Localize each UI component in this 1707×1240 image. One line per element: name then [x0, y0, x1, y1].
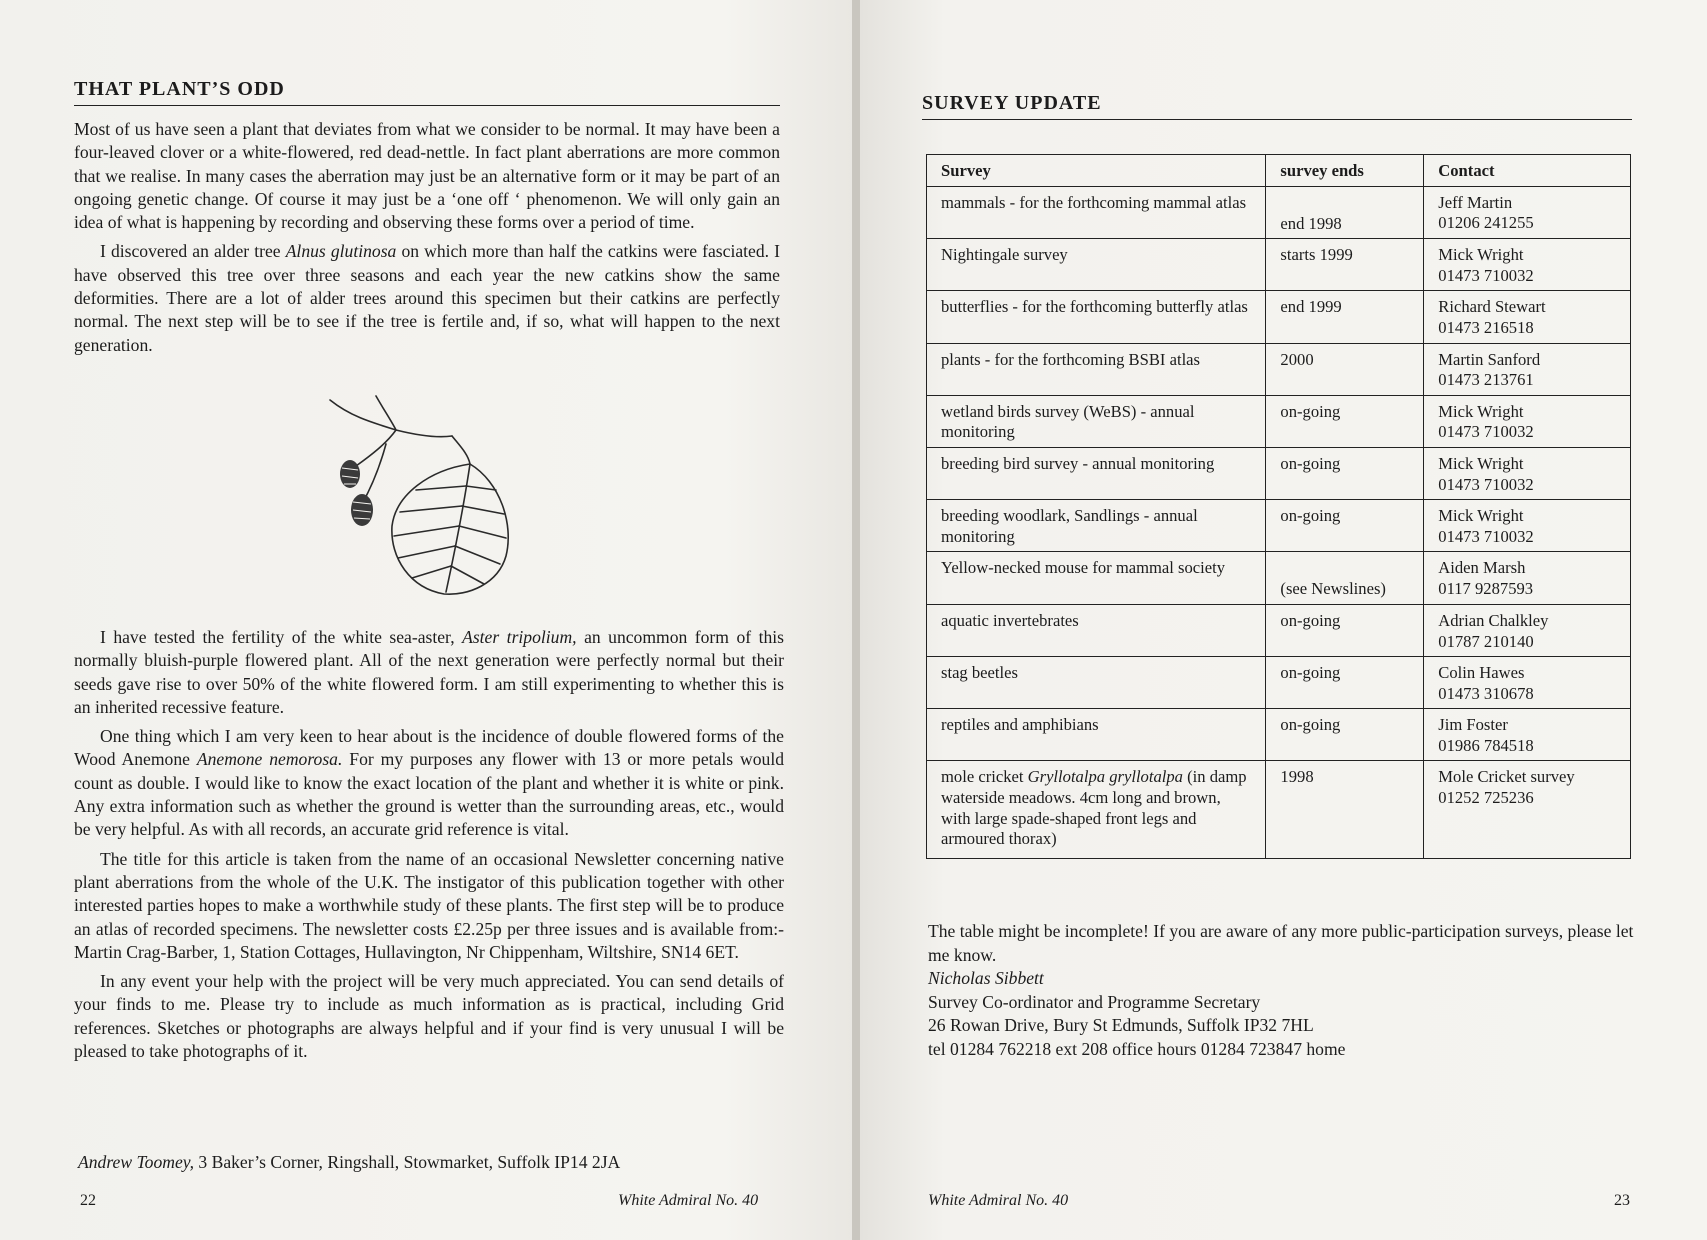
- contact-name: Jeff Martin: [1438, 192, 1513, 212]
- contact-phone: 01787 210140: [1438, 631, 1534, 651]
- page-number-right: 23: [1614, 1192, 1630, 1209]
- survey-contact: [1424, 343, 1631, 395]
- contact-name: Mick Wright: [1438, 401, 1524, 421]
- survey-contact: [1424, 657, 1631, 709]
- contact-phone: 01473 213761: [1438, 370, 1534, 390]
- contact-phone: 01252 725236: [1438, 788, 1534, 808]
- contact-name: Mick Wright: [1438, 506, 1524, 526]
- survey-name: breeding bird survey - annual monitoring: [927, 447, 1266, 499]
- survey-contact: [1424, 709, 1631, 761]
- journal-footer-left: White Admiral No. 40: [618, 1192, 759, 1209]
- table-row: [927, 343, 1631, 395]
- contact-phone: 01473 310678: [1438, 683, 1534, 703]
- survey-ends: (see Newslines): [1266, 552, 1424, 605]
- survey-name: butterflies - for the forthcoming butterfly atlas: [927, 291, 1266, 343]
- table-row: [927, 657, 1631, 709]
- survey-ends: on-going: [1266, 447, 1424, 499]
- survey-ends: 1998: [1266, 761, 1424, 858]
- survey-ends: on-going: [1266, 657, 1424, 709]
- contact-name: Mole Cricket survey: [1438, 767, 1575, 787]
- survey-name: wetland birds survey (WeBS) - annual monitoring: [927, 395, 1266, 447]
- survey-contact: [1424, 447, 1631, 499]
- survey-ends: starts 1999: [1266, 239, 1424, 291]
- survey-table: [926, 154, 1631, 859]
- survey-name: aquatic invertebrates: [927, 604, 1266, 656]
- contact-phone: 01986 784518: [1438, 735, 1534, 755]
- article-paragraph-4: One thing which I am very keen to hear about is the incidence of double flowered forms of the Wood Anemone Anemone nemorosa. For my purposes any flower with 13 or more petals would count as double. I would like to know the exact location of the plant and whether it is white or pink. Any extra information such as whether the ground is wetter than the surrounding areas, etc., would be very helpful. As with all records, an accurate grid reference is vital.: [74, 726, 784, 840]
- contact-phone: 0117 9287593: [1438, 578, 1534, 598]
- survey-name: breeding woodlark, Sandlings - annual monitoring: [927, 500, 1266, 552]
- contact-name: Colin Hawes: [1438, 663, 1525, 683]
- contact-name: Adrian Chalkley: [1438, 610, 1549, 630]
- article-paragraph-6: In any event your help with the project will be very much appreciated. You can send details of your finds to me. Please try to include as much information as is practical, including Grid references. Sketches or photographs are always helpful and if your find is very unusual I will be pleased to take photographs of it.: [74, 971, 784, 1062]
- survey-name: Yellow-necked mouse for mammal society: [927, 552, 1266, 605]
- article-heading: THAT PLANT’S ODD: [74, 78, 780, 106]
- contact-phone: 01473 710032: [1438, 265, 1534, 285]
- table-row: [927, 500, 1631, 552]
- contact-phone: 01473 710032: [1438, 422, 1534, 442]
- table-row: [927, 709, 1631, 761]
- table-row: [927, 552, 1631, 605]
- survey-contact: [1424, 761, 1631, 858]
- survey-name: plants - for the forthcoming BSBI atlas: [927, 343, 1266, 395]
- survey-contact: [1424, 500, 1631, 552]
- survey-contact: [1424, 604, 1631, 656]
- article-column-top: [74, 118, 780, 357]
- article-paragraph-3: I have tested the fertility of the white sea-aster, Aster tripolium, an uncommon form of this normally bluish-purple flowered plant. All of the next generation were perfectly normal but their seeds gave rise to over 50% of the white flowered form. I am still experimenting to whether this is an inherited recessive feature.: [74, 627, 784, 717]
- table-note: [928, 920, 1636, 1061]
- contact-name: Jim Foster: [1438, 715, 1508, 735]
- survey-ends: on-going: [1266, 709, 1424, 761]
- table-row: [927, 395, 1631, 447]
- survey-name: stag beetles: [927, 657, 1266, 709]
- survey-name: mammals - for the forthcoming mammal atlas: [927, 186, 1266, 239]
- survey-ends: 2000: [1266, 343, 1424, 395]
- article-paragraph-5: The title for this article is taken from the name of an occasional Newsletter concerning native plant aberrations from the whole of the U.K. The instigator of this publication together with other interested parties hopes to make a worthwhile study of these plants. The first step will be to produce an atlas of recorded specimens. The newsletter costs £2.25p per three issues and is available from:- Martin Crag-Barber, 1, Station Cottages, Hullavington, Nr Chippenham, Wiltshire, SN14 6ET.: [74, 848, 784, 962]
- article-column-bottom: [74, 626, 784, 1063]
- table-row: [927, 291, 1631, 343]
- contact-name: Mick Wright: [1438, 245, 1524, 265]
- header-contact: Contact: [1424, 155, 1631, 187]
- survey-ends: end 1998: [1266, 186, 1424, 239]
- survey-contact: [1424, 239, 1631, 291]
- table-row: [927, 239, 1631, 291]
- survey-contact: [1424, 395, 1631, 447]
- contact-phone: 01206 241255: [1438, 213, 1534, 233]
- table-row: [927, 447, 1631, 499]
- survey-ends: on-going: [1266, 604, 1424, 656]
- note-signature: Nicholas Sibbett: [928, 968, 1044, 988]
- survey-name: Nightingale survey: [927, 239, 1266, 291]
- header-survey: Survey: [927, 155, 1266, 187]
- survey-contact: [1424, 291, 1631, 343]
- article-author: Andrew Toomey, 3 Baker’s Corner, Ringshall, Stowmarket, Suffolk IP14 2JA: [78, 1152, 621, 1172]
- journal-footer-right: White Admiral No. 40: [928, 1192, 1069, 1209]
- contact-name: Richard Stewart: [1438, 297, 1546, 317]
- table-row: [927, 186, 1631, 239]
- table-row: [927, 604, 1631, 656]
- note-phone: tel 01284 762218 ext 208 office hours 01284 723847 home: [928, 1038, 1346, 1059]
- page-gutter: [852, 0, 860, 1240]
- note-role: Survey Co-ordinator and Programme Secretary: [928, 991, 1261, 1012]
- contact-name: Martin Sanford: [1438, 349, 1541, 369]
- contact-name: Aiden Marsh: [1438, 558, 1526, 578]
- contact-phone: 01473 216518: [1438, 317, 1534, 337]
- survey-ends: on-going: [1266, 500, 1424, 552]
- article-paragraph-2: I discovered an alder tree Alnus glutinosa on which more than half the catkins were fasciated. I have observed this tree over three seasons and each year the new catkins show the same deformities. There are a lot of alder trees around this specimen but their catkins are perfectly normal. The next step will be to see if the tree is fertile and, if so, what will happen to the next generation.: [74, 241, 780, 355]
- survey-heading: SURVEY UPDATE: [922, 92, 1632, 120]
- table-header-row: [927, 155, 1631, 187]
- survey-contact: [1424, 552, 1631, 605]
- page-number-left: 22: [80, 1192, 96, 1209]
- note-text: The table might be incomplete! If you are aware of any more public-participation surveys, please let me know.: [928, 921, 1634, 965]
- contact-name: Mick Wright: [1438, 453, 1524, 473]
- header-survey-ends: survey ends: [1266, 155, 1424, 187]
- table-row: [927, 761, 1631, 858]
- survey-contact: [1424, 186, 1631, 239]
- note-address: 26 Rowan Drive, Bury St Edmunds, Suffolk IP32 7HL: [928, 1015, 1314, 1035]
- alder-leaf-illustration: [300, 386, 520, 602]
- survey-ends: end 1999: [1266, 291, 1424, 343]
- article-paragraph-1: Most of us have seen a plant that deviates from what we consider to be normal. It may have been a four-leaved clover or a white-flowered, red dead-nettle. In fact plant aberrations are more common that we realise. In many cases the aberration may just be an alternative form or it may be part of an ongoing genetic change. Of course it may just be a ‘one off ‘ phenomenon. We will only gain an idea of what is happening by recording and observing these forms over a period of time.: [74, 119, 780, 233]
- contact-phone: 01473 710032: [1438, 526, 1534, 546]
- survey-name: mole cricket Gryllotalpa gryllotalpa (in damp waterside meadows. 4cm long and brown, with large spade-shaped front legs and armoured thorax): [927, 761, 1266, 858]
- survey-name: reptiles and amphibians: [927, 709, 1266, 761]
- contact-phone: 01473 710032: [1438, 474, 1534, 494]
- survey-ends: on-going: [1266, 395, 1424, 447]
